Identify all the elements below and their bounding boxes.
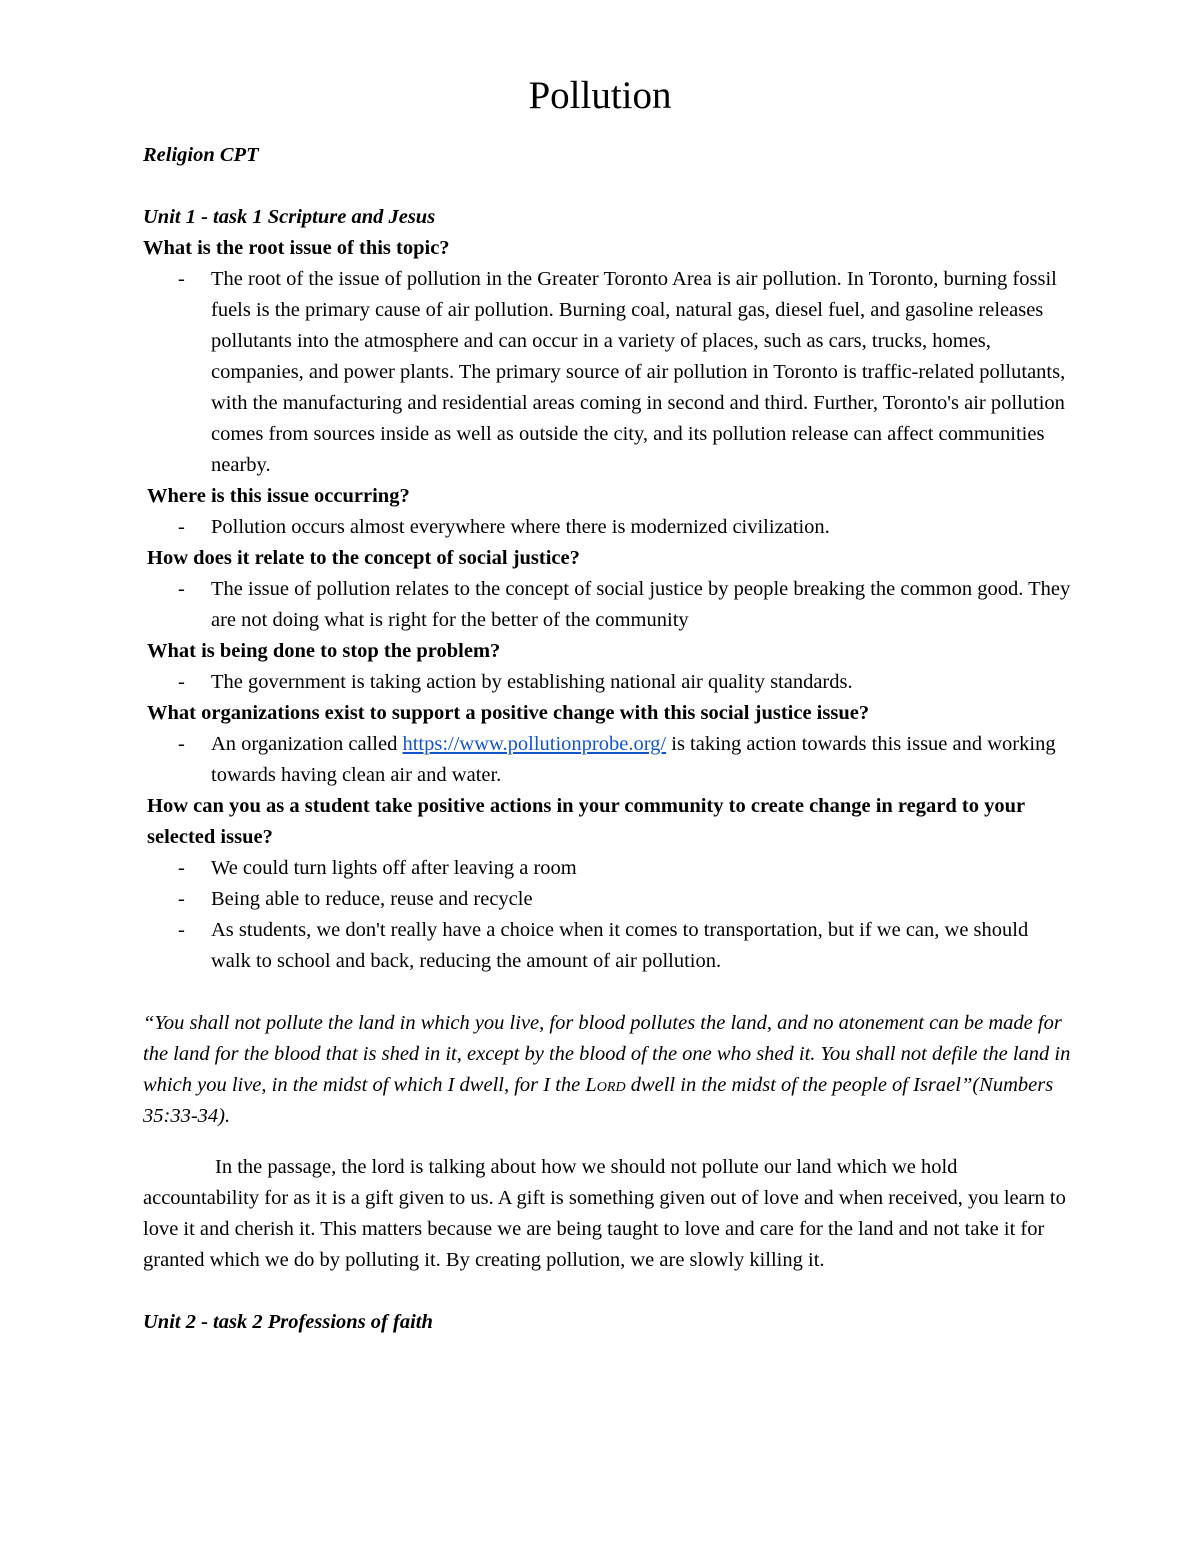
answer-list-root-issue <box>143 264 1073 481</box>
pollution-probe-link[interactable]: https://www.pollutionprobe.org/ <box>402 733 667 755</box>
answer-prefix: An organization called <box>211 733 403 755</box>
answer-list-student-actions <box>143 853 1073 977</box>
answer-list-social-justice <box>143 574 1073 636</box>
question-organizations: What organizations exist to support a positive change with this social justice issue? <box>147 702 870 724</box>
list-item: - We could turn lights off after leaving a room <box>211 853 1073 884</box>
list-item: - Being able to reduce, reuse and recycle <box>211 884 1073 915</box>
answer-list-what-is-being-done <box>143 667 1073 698</box>
list-item: - As students, we don't really have a choice when it comes to transportation, but if we can, we should walk to school and back, reducing the amount of air pollution. <box>211 915 1073 977</box>
scripture-lord: Lord <box>585 1074 626 1096</box>
question-what-is-being-done: What is being done to stop the problem? <box>147 640 501 662</box>
list-item <box>211 729 1073 791</box>
reflection-paragraph: In the passage, the lord is talking about how we should not pollute our land which we hold accountability for as it is a gift given to us. A gift is something given out of love and when received, you learn to love it and cherish it. This matters because we are being taught to love and care for the land and not take it for granted which we do by polluting it. By creating pollution, we are slowly killing it. <box>143 1156 1066 1271</box>
question-root-issue: What is the root issue of this topic? <box>143 237 450 259</box>
unit2-heading: Unit 2 - task 2 Professions of faith <box>143 1311 433 1333</box>
question-where-occurring: Where is this issue occurring? <box>147 485 410 507</box>
answer-list-organizations <box>143 729 1073 791</box>
scripture-quote <box>143 1008 1073 1132</box>
scripture-text-part2: dwell in the midst of the people of Israel”(Numbers 35:33-34). <box>143 1074 1054 1127</box>
question-student-actions: How can you as a student take positive actions in your community to create change in regard to your selected issue? <box>147 795 1025 848</box>
document-title: Pollution <box>528 74 672 117</box>
spacer <box>143 977 1073 1008</box>
answer-suffix: is taking action towards this issue and working towards having clean air and water. <box>211 733 1056 786</box>
scripture-text-part1: “You shall not pollute the land in which you live, for blood pollutes the land, and no atonement can be made for the land for the blood that is shed in it, except by the blood of the one who shed it. You shall not defile the land in which you live, in the midst of which I dwell, for I the <box>143 1012 1071 1096</box>
course-heading: Religion CPT <box>143 144 259 166</box>
list-item: - The government is taking action by establishing national air quality standards. <box>211 667 1073 698</box>
answer-list-where-occurring <box>143 512 1073 543</box>
document-body <box>143 140 1073 1338</box>
list-item: - Pollution occurs almost everywhere where there is modernized civilization. <box>211 512 1073 543</box>
question-social-justice: How does it relate to the concept of social justice? <box>147 547 580 569</box>
list-item: - The issue of pollution relates to the concept of social justice by people breaking the common good. They are not doing what is right for the better of the community <box>211 574 1073 636</box>
unit1-heading: Unit 1 - task 1 Scripture and Jesus <box>143 206 436 228</box>
spacer <box>143 1132 1073 1152</box>
list-item: - The root of the issue of pollution in the Greater Toronto Area is air pollution. In Toronto, burning fossil fuels is the primary cause of air pollution. Burning coal, natural gas, diesel fuel, and gasoline releases pollutants into the atmosphere and can occur in a variety of places, such as cars, trucks, homes, companies, and power plants. The primary source of air pollution in Toronto is traffic-related pollutants, with the manufacturing and residential areas coming in second and third. Further, Toronto's air pollution comes from sources inside as well as outside the city, and its pollution release can affect communities nearby. <box>211 264 1073 481</box>
spacer <box>143 1276 1073 1307</box>
spacer <box>143 171 1073 202</box>
